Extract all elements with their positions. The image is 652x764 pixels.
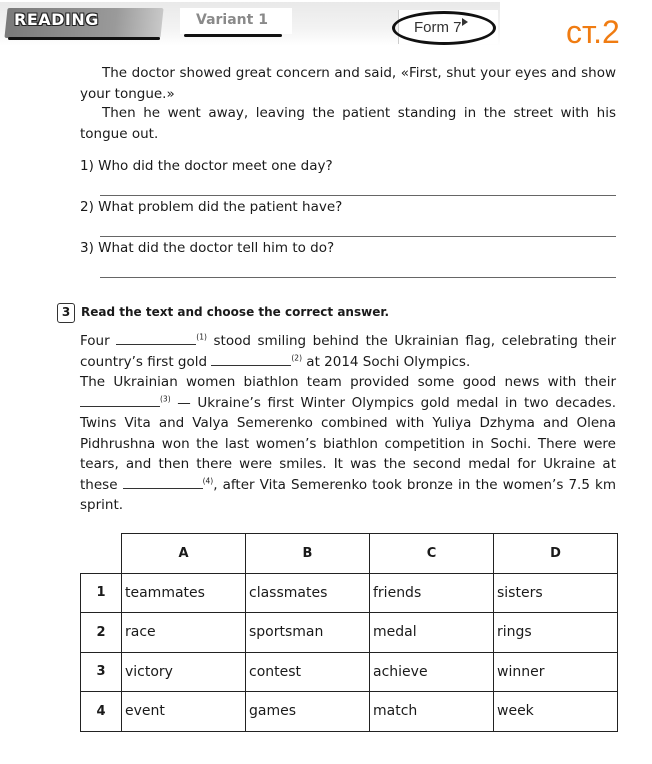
answer-options-table	[80, 533, 618, 732]
column-header-b: B	[246, 534, 370, 574]
variant-label: Variant 1	[196, 12, 268, 28]
option-cell[interactable]: match	[370, 692, 494, 732]
form-circle-annotation	[392, 11, 496, 45]
option-cell[interactable]: winner	[494, 652, 618, 692]
option-cell[interactable]: medal	[370, 613, 494, 653]
option-cell[interactable]: week	[494, 692, 618, 732]
text-segment: The Ukrainian women biathlon team provided some good news with their	[80, 374, 616, 390]
table-row	[81, 613, 618, 653]
blank-3[interactable]	[80, 395, 160, 407]
text-segment: at 2014 Sochi Olympics.	[306, 353, 471, 370]
column-header-d: D	[494, 534, 618, 574]
task-instruction: Read the text and choose the correct answer.	[81, 305, 390, 319]
form-label: Form 7	[414, 19, 462, 36]
option-cell[interactable]: victory	[122, 652, 246, 692]
text-segment: Four	[80, 333, 110, 349]
row-number: 4	[81, 692, 122, 732]
blank-1[interactable]	[116, 333, 196, 345]
table-row	[81, 573, 618, 613]
answer-line-3[interactable]	[100, 277, 616, 278]
table-row	[81, 692, 618, 732]
blank-2-marker: (2)	[291, 353, 302, 362]
option-cell[interactable]: race	[122, 613, 246, 653]
option-cell[interactable]: rings	[494, 613, 618, 653]
row-number: 1	[81, 573, 122, 613]
task-number-badge: 3	[57, 303, 75, 323]
blank-1-marker: (1)	[196, 332, 207, 342]
section-label: READING	[14, 10, 99, 29]
row-number: 2	[81, 613, 122, 653]
question-3: 3) What did the doctor tell him to do?	[80, 240, 335, 256]
story-paragraph-2: Then he went away, leaving the patient standing in the street with his tongue out.	[80, 105, 616, 142]
text-segment: , after Vita Semerenko took bronze in the women’s 7.5 km sprint.	[80, 476, 616, 513]
option-cell[interactable]: achieve	[370, 652, 494, 692]
option-cell[interactable]: sisters	[494, 573, 618, 613]
blank-4[interactable]	[123, 477, 203, 489]
answer-line-2[interactable]	[100, 236, 616, 237]
page-number-annotation: ст.2	[566, 14, 620, 50]
table-row	[81, 652, 618, 692]
option-cell[interactable]: teammates	[122, 573, 246, 613]
row-number: 3	[81, 652, 122, 692]
option-cell[interactable]: sportsman	[246, 613, 370, 653]
question-2: 2) What problem did the patient have?	[80, 199, 343, 215]
option-cell[interactable]: event	[122, 692, 246, 732]
blank-4-marker: (4)	[202, 476, 214, 485]
worksheet-header	[0, 0, 652, 52]
option-cell[interactable]: contest	[246, 652, 370, 692]
answer-line-1[interactable]	[100, 195, 616, 196]
option-cell[interactable]: friends	[370, 573, 494, 613]
task-text	[80, 331, 616, 516]
story-paragraph-1: The doctor showed great concern and said, «First, shut your eyes and show your tongue.»	[80, 65, 616, 102]
option-cell[interactable]: games	[246, 692, 370, 732]
table-header-row	[81, 534, 618, 574]
table-corner	[81, 534, 122, 574]
column-header-a: A	[122, 534, 246, 574]
blank-2[interactable]	[211, 354, 291, 366]
question-1: 1) Who did the doctor meet one day?	[80, 158, 333, 174]
text-segment: — Ukraine’s first Winter Olympics gold medal in two decades. Twins Vita and Valya Semerenko combined with Yuliya Dzhyma and Olena Pidhrushna won the last women’s biathlon competition in Sochi. There were tears, and then there were smiles. It was the second medal for Ukraine at these	[80, 394, 616, 493]
option-cell[interactable]: classmates	[246, 573, 370, 613]
text-segment: stood smiling behind the Ukrainian flag, celebrating their country’s first gold	[80, 333, 617, 370]
variant-underline	[184, 34, 282, 37]
section-underline	[8, 37, 160, 40]
column-header-c: C	[370, 534, 494, 574]
blank-3-marker: (3)	[160, 394, 171, 403]
